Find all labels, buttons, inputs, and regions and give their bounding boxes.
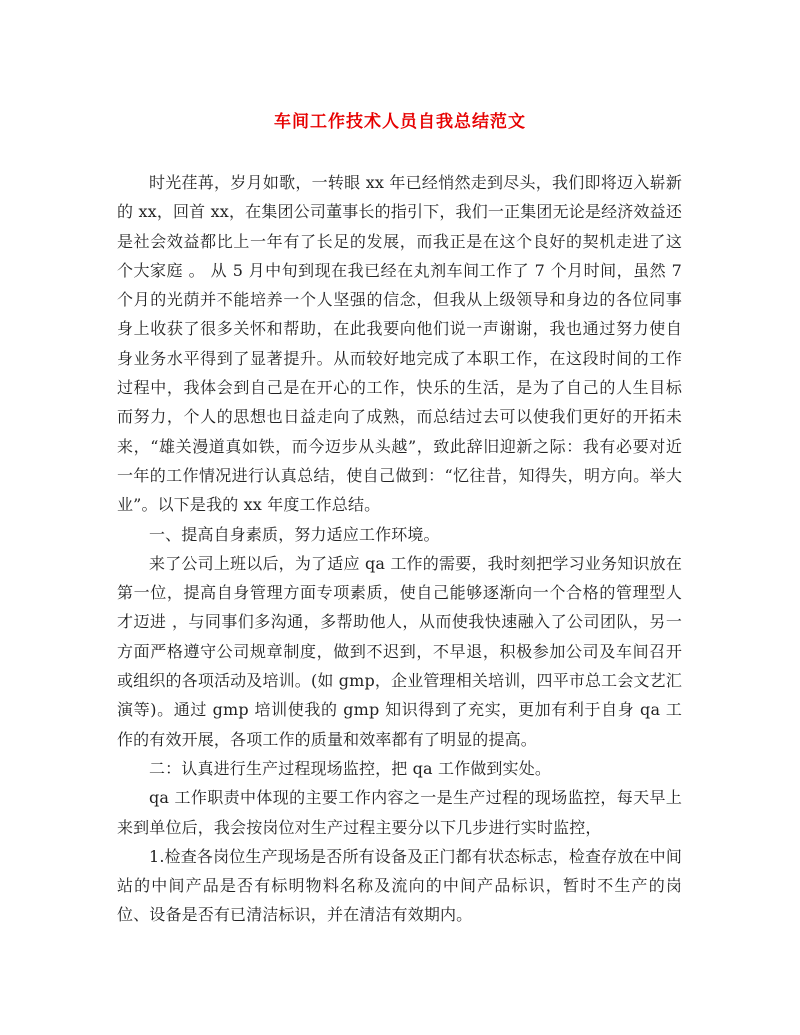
document-body (117, 168, 682, 930)
section-heading-1: 一、提高自身素质，努力适应工作环境。 (149, 524, 440, 544)
paragraph-section-1: 来了公司上班以后，为了适应 qa 工作的需要，我时刻把学习业务知识放在第一位，提高自身管理方面专项素质，使自己能够逐渐向一个合格的管理型人才迈进 ，与同事们多沟通，多帮助他人，从而使我快速融入了公司团队，另一方面严格遵守公司规章制度，做到不迟到，不早退，积极参加公司及车间召开或组织的各项活动及培训。(如 gmp，企业管理相关培训，四平市总工会文艺汇演等)。通过 gmp 培训使我的 gmp 知识得到了充实，更加有利于自身 qa 工作的有效开展，各项工作的质量和效率都有了明显的提高。 (117, 553, 682, 749)
document-title: 车间工作技术人员自我总结范文 (274, 112, 526, 132)
list-item-1: 1.检查各岗位生产现场是否所有设备及正门都有状态标志，检查存放在中间站的中间产品是否有标明物料名称及流向的中间产品标识，暂时不生产的岗位、设备是否有已清洁标识，并在清洁有效期内。 (117, 846, 682, 925)
paragraph-intro: 时光荏苒，岁月如歌，一转眼 xx 年已经悄然走到尽头，我们即将迈入崭新的 xx，回首 xx，在集团公司董事长的指引下，我们一正集团无论是经济效益还是社会效益都比上一年有了长足的发展，而我正是在这个良好的契机走进了这个大家庭 。 从 5 月中旬到现在我已经在丸剂车间工作了 7 个月时间，虽然 7 个月的光荫并不能培养一个人坚强的信念，但我从上级领导和身边的各位同事身上收获了很多关怀和帮助，在此我要向他们说一声谢谢，我也通过努力使自身业务水平得到了显著提升。从而较好地完成了本职工作，在这段时间的工作过程中，我体会到自己是在开心的工作，快乐的生活，是为了自己的人生目标而努力，个人的思想也日益走向了成熟，而总结过去可以使我们更好的开拓未来，“雄关漫道真如铁，而今迈步从头越”，致此辞旧迎新之际：我有必要对近一年的工作情况进行认真总结，使自己做到：“忆往昔，知得失，明方向。举大业”。以下是我的 xx 年度工作总结。 (117, 173, 682, 515)
section-heading-2: 二：认真进行生产过程现场监控，把 qa 工作做到实处。 (149, 758, 552, 778)
paragraph-section-2: qa 工作职责中体现的主要工作内容之一是生产过程的现场监控，每天早上来到单位后，我会按岗位对生产过程主要分以下几步进行实时监控， (117, 788, 682, 837)
